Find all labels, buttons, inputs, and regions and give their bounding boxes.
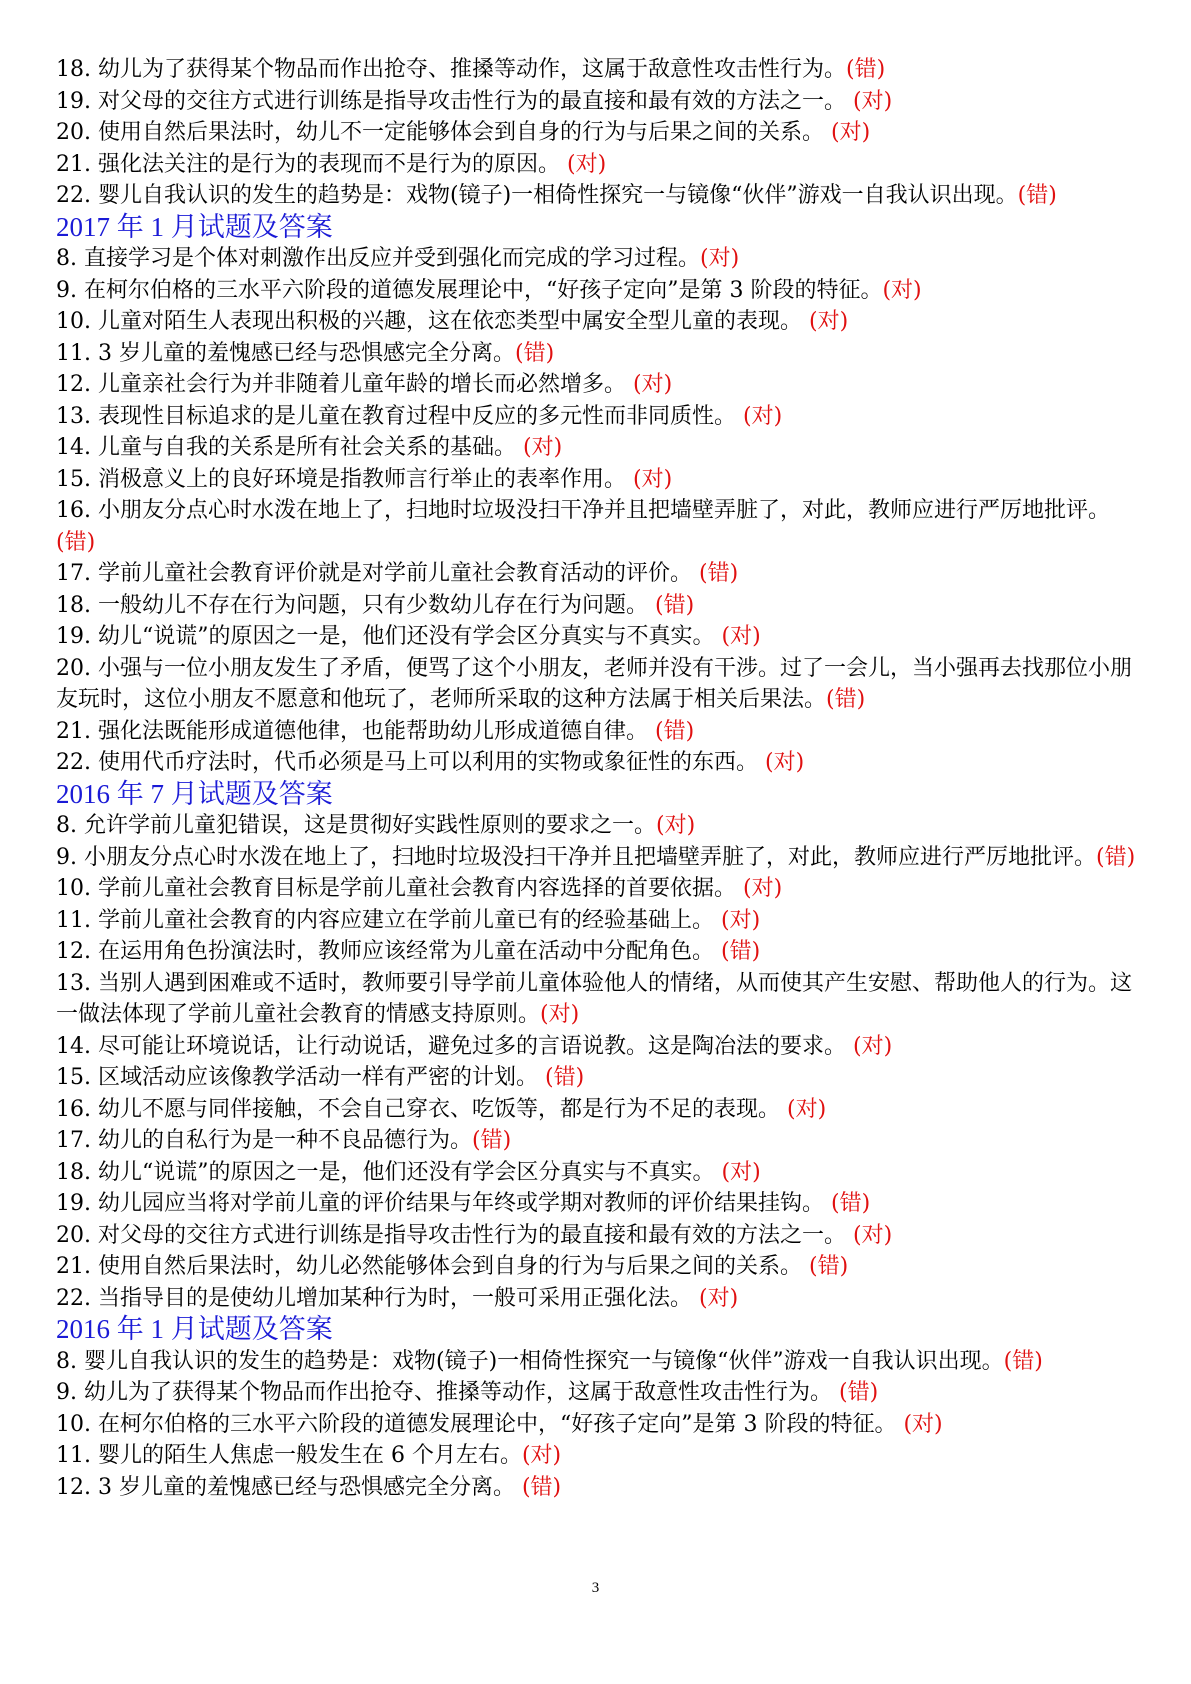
section-heading: 2016 年 1 月试题及答案	[56, 1314, 333, 1344]
question-text: 13. 当别人遇到困难或不适时，教师要引导学前儿童体验他人的情绪，从而使其产生安慰、帮助他人的行为。这一做法体现了学前儿童社会教育的情感支持原则。	[56, 970, 1132, 1027]
question-item	[56, 1377, 1136, 1409]
question-item	[56, 1409, 1136, 1441]
answer-mark: (对)	[522, 435, 563, 460]
question-list	[56, 54, 1136, 1503]
question-text: 14. 尽可能让环境说话，让行动说话，避免过多的言语说教。这是陶冶法的要求。	[56, 1033, 853, 1059]
answer-mark: (对)	[830, 120, 871, 145]
answer-mark: (错)	[830, 1191, 871, 1216]
section-heading: 2017 年 1 月试题及答案	[56, 211, 333, 242]
question-text: 22. 当指导目的是使幼儿增加某种行为时，一般可采用正强化法。	[56, 1285, 699, 1311]
question-item	[56, 873, 1136, 905]
answer-mark: (对)	[698, 1285, 739, 1311]
answer-mark: (错)	[654, 718, 695, 744]
question-item	[56, 747, 1136, 779]
question-item	[56, 432, 1136, 464]
question-text: 22. 婴儿自我认识的发生的趋势是：戏物(镜子)一相倚性探究一与镜像“伙伴”游戏一自我认识出现。	[56, 183, 1018, 208]
question-item	[56, 275, 1136, 307]
question-text: 11. 婴儿的陌生人焦虑一般发生在 6 个月左右。	[56, 1443, 522, 1468]
answer-mark: (对)	[742, 403, 783, 429]
question-item	[56, 558, 1136, 590]
question-text: 9. 在柯尔伯格的三水平六阶段的道德发展理论中，“好孩子定向”是第 3 阶段的特征。	[56, 277, 883, 303]
question-item	[56, 54, 1136, 86]
question-text: 20. 使用自然后果法时，幼儿不一定能够体会到自身的行为与后果之间的关系。	[56, 120, 831, 145]
question-text: 17. 学前儿童社会教育评价就是对学前儿童社会教育活动的评价。	[56, 561, 699, 586]
question-item	[56, 117, 1136, 149]
answer-mark: (对)	[903, 1411, 943, 1437]
question-text: 11. 3 岁儿童的羞愧感已经与恐惧感完全分离。	[56, 340, 515, 366]
answer-mark: (对)	[721, 1159, 761, 1185]
question-item	[56, 621, 1136, 653]
answer-mark: (错)	[521, 1474, 562, 1500]
question-text: 12. 3 岁儿童的羞愧感已经与恐惧感完全分离。	[56, 1474, 522, 1500]
section-heading: 2016 年 7 月试题及答案	[56, 778, 333, 809]
question-item	[56, 810, 1136, 842]
answer-mark: (错)	[56, 529, 96, 555]
question-text: 15. 消极意义上的良好环境是指教师言行举止的表率作用。	[56, 466, 633, 492]
question-item	[56, 495, 1136, 558]
question-text: 16. 幼儿不愿与同伴接触，不会自己穿衣、吃饭等，都是行为不足的表现。	[56, 1096, 787, 1122]
answer-mark: (错)	[808, 1254, 849, 1279]
question-item	[56, 1472, 1136, 1504]
question-item	[56, 842, 1136, 874]
question-text: 16. 小朋友分点心时水泼在地上了，扫地时垃圾没扫干净并且把墙壁弄脏了，对此，教师应进行严厉地批评。	[56, 498, 1110, 523]
question-text: 19. 对父母的交往方式进行训练是指导攻击性行为的最直接和最有效的方法之一。	[56, 88, 853, 114]
answer-mark: (对)	[632, 372, 673, 397]
answer-mark: (对)	[786, 1096, 827, 1122]
question-text: 18. 一般幼儿不存在行为问题，只有少数幼儿存在行为问题。	[56, 592, 655, 618]
question-text: 15. 区域活动应该像教学活动一样有严密的计划。	[56, 1065, 545, 1090]
answer-mark: (错)	[845, 57, 886, 82]
answer-mark: (错)	[720, 939, 761, 964]
question-item	[56, 369, 1136, 401]
answer-mark: (对)	[852, 1222, 893, 1248]
question-item	[56, 653, 1136, 716]
question-text: 8. 直接学习是个体对刺激作出反应并受到强化而完成的学习过程。	[56, 246, 700, 271]
question-item	[56, 968, 1136, 1031]
question-item	[56, 590, 1136, 622]
question-item	[56, 1283, 1136, 1315]
question-text: 8. 婴儿自我认识的发生的趋势是：戏物(镜子)一相倚性探究一与镜像“伙伴”游戏一自我认识出现。	[56, 1348, 1004, 1374]
question-text: 11. 学前儿童社会教育的内容应建立在学前儿童已有的经验基础上。	[56, 907, 721, 933]
question-text: 18. 幼儿为了获得某个物品而作出抢夺、推搡等动作，这属于敌意性攻击性行为。	[56, 57, 846, 82]
answer-mark: (错)	[654, 592, 695, 618]
answer-mark: (对)	[632, 466, 673, 492]
question-item	[56, 306, 1136, 338]
question-item	[56, 1031, 1136, 1063]
question-item	[56, 1062, 1136, 1094]
answer-mark: (错)	[544, 1065, 585, 1090]
question-item	[56, 936, 1136, 968]
question-text: 20. 小强与一位小朋友发生了矛盾，便骂了这个小朋友，老师并没有干涉。过了一会儿，当小强再去找那位小朋友玩时，这位小朋友不愿意和他玩了，老师所采取的这种方法属于相关后果法。	[56, 655, 1132, 712]
question-text: 19. 幼儿园应当将对学前儿童的评价结果与年终或学期对教师的评价结果挂钩。	[56, 1191, 831, 1216]
answer-mark: (对)	[700, 246, 740, 271]
question-item	[56, 401, 1136, 433]
question-item	[56, 464, 1136, 496]
question-text: 12. 儿童亲社会行为并非随着儿童年龄的增长而必然增多。	[56, 372, 633, 397]
answer-mark: (对)	[540, 1002, 580, 1027]
answer-mark: (对)	[521, 1443, 562, 1468]
answer-mark: (对)	[808, 309, 849, 334]
question-item	[56, 149, 1136, 181]
answer-mark: (错)	[838, 1380, 879, 1405]
question-text: 19. 幼儿“说谎”的原因之一是，他们还没有学会区分真实与不真实。	[56, 624, 722, 649]
question-text: 10. 在柯尔伯格的三水平六阶段的道德发展理论中，“好孩子定向”是第 3 阶段的特征。	[56, 1411, 904, 1437]
question-item	[56, 1220, 1136, 1252]
answer-mark: (对)	[720, 907, 761, 933]
question-text: 9. 幼儿为了获得某个物品而作出抢夺、推搡等动作，这属于敌意性攻击性行为。	[56, 1380, 839, 1405]
question-text: 22. 使用代币疗法时，代币必须是马上可以利用的实物或象征性的东西。	[56, 750, 765, 775]
question-item	[56, 1346, 1136, 1378]
answer-mark: (错)	[514, 340, 555, 366]
answer-mark: (对)	[852, 88, 893, 114]
answer-mark: (错)	[1017, 183, 1057, 208]
question-text: 14. 儿童与自我的关系是所有社会关系的基础。	[56, 435, 523, 460]
question-text: 21. 使用自然后果法时，幼儿必然能够体会到自身的行为与后果之间的关系。	[56, 1254, 809, 1279]
answer-mark: (错)	[1003, 1348, 1043, 1374]
question-text: 21. 强化法既能形成道德他律，也能帮助幼儿形成道德自律。	[56, 718, 655, 744]
answer-mark: (错)	[1096, 844, 1136, 870]
question-item	[56, 1251, 1136, 1283]
question-item	[56, 1157, 1136, 1189]
question-text: 21. 强化法关注的是行为的表现而不是行为的原因。	[56, 151, 567, 177]
question-text: 17. 幼儿的自私行为是一种不良品德行为。	[56, 1128, 472, 1153]
page-number: 3	[591, 1580, 600, 1596]
question-text: 10. 学前儿童社会教育目标是学前儿童社会教育内容选择的首要依据。	[56, 876, 743, 901]
answer-mark: (对)	[566, 151, 607, 177]
question-item	[56, 1125, 1136, 1157]
answer-mark: (对)	[742, 876, 783, 901]
answer-mark: (对)	[882, 277, 922, 303]
question-text: 10. 儿童对陌生人表现出积极的兴趣，这在依恋类型中属安全型儿童的表现。	[56, 309, 809, 334]
question-text: 20. 对父母的交往方式进行训练是指导攻击性行为的最直接和最有效的方法之一。	[56, 1222, 853, 1248]
question-text: 12. 在运用角色扮演法时，教师应该经常为儿童在活动中分配角色。	[56, 939, 721, 964]
question-item	[56, 243, 1136, 275]
question-item	[56, 338, 1136, 370]
answer-mark: (错)	[826, 687, 866, 712]
question-item	[56, 716, 1136, 748]
question-item	[56, 905, 1136, 937]
question-item	[56, 1188, 1136, 1220]
answer-mark: (对)	[852, 1033, 893, 1059]
question-text: 13. 表现性目标追求的是儿童在教育过程中反应的多元性而非同质性。	[56, 403, 743, 429]
answer-mark: (对)	[764, 750, 805, 775]
question-text: 18. 幼儿“说谎”的原因之一是，他们还没有学会区分真实与不真实。	[56, 1159, 722, 1185]
answer-mark: (错)	[471, 1128, 512, 1153]
question-item	[56, 1094, 1136, 1126]
answer-mark: (对)	[656, 813, 696, 838]
answer-mark: (对)	[721, 624, 761, 649]
question-text: 8. 允许学前儿童犯错误，这是贯彻好实践性原则的要求之一。	[56, 813, 656, 838]
question-item	[56, 1440, 1136, 1472]
question-text: 9. 小朋友分点心时水泼在地上了，扫地时垃圾没扫干净并且把墙壁弄脏了，对此，教师应进行严厉地批评。	[56, 844, 1096, 870]
answer-mark: (错)	[698, 561, 739, 586]
question-item	[56, 180, 1136, 212]
question-item	[56, 86, 1136, 118]
